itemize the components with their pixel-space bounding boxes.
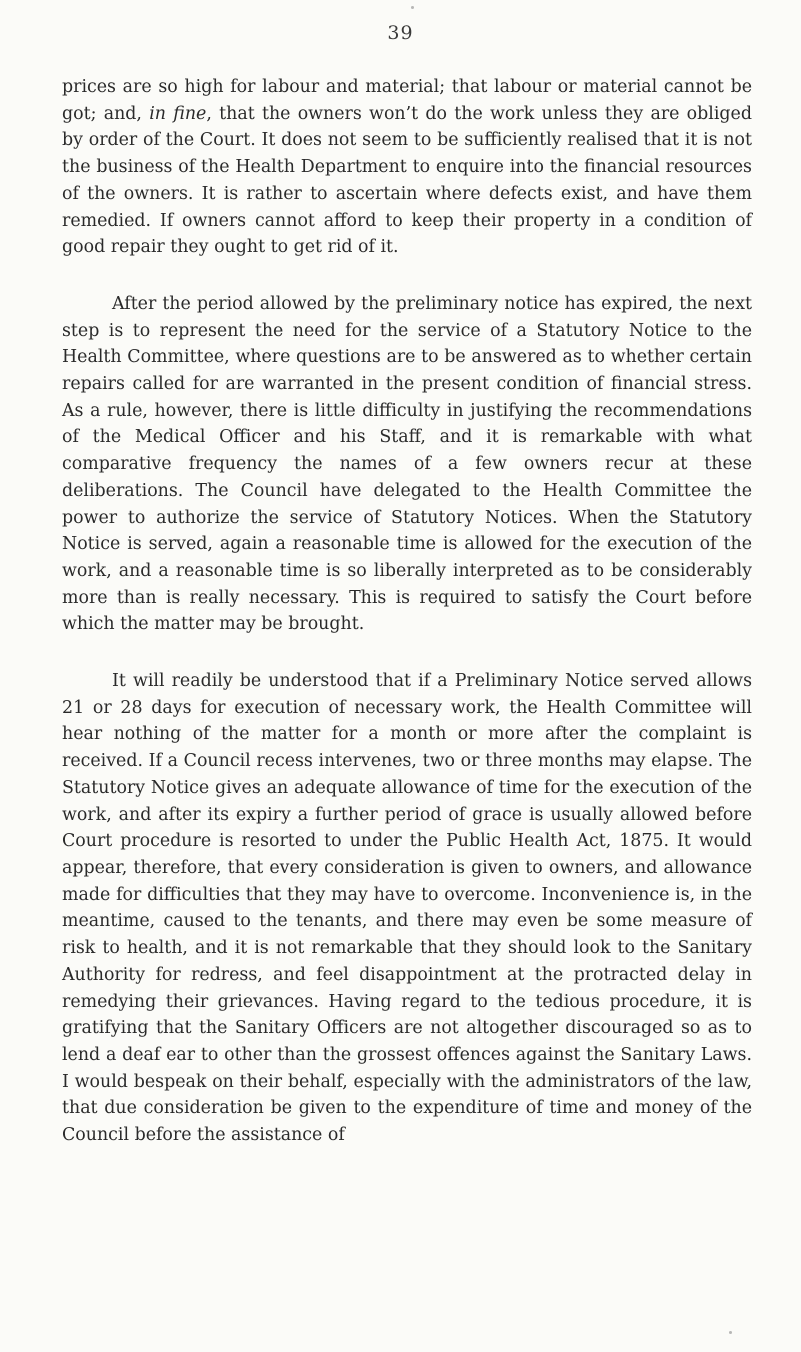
page-number: 39 (387, 22, 414, 44)
paragraph-1-text-end: , that the owners won’t do the work unless they are obliged by order of the Court. It does not seem to be sufficiently realised that it is not the business of the Health Department to enquire into the financial resources of the owners. It is rather to ascertain where defects exist, and have them remedied. If owners cannot afford to keep their property in a condition of good repair they ought to get rid of it. (62, 103, 752, 258)
body-text (62, 74, 752, 1179)
paragraph-1-emphasis: in fine (149, 103, 207, 124)
ink-speck (729, 1331, 732, 1334)
ink-speck (411, 6, 414, 9)
paragraph-1 (62, 74, 752, 261)
paragraph-2: After the period allowed by the preliminary notice has expired, the next step is to represent the need for the service of a Statutory Notice to the Health Committee, where questions are to be answered as to whether certain repairs called for are warranted in the present condition of financial stress. As a rule, however, there is little difficulty in justifying the recommendations of the Medical Officer and his Staff, and it is remarkable with what comparative frequency the names of a few owners recur at these deliberations. The Council have delegated to the Health Committee the power to authorize the service of Statutory Notices. When the Statutory Notice is served, again a reasonable time is allowed for the execution of the work, and a reasonable time is so liberally interpreted as to be considerably more than is really necessary. This is required to satisfy the Court before which the matter may be brought. (62, 293, 752, 635)
paragraph-1-text-start: prices are so high for labour and material; that labour or material cannot be got; and, (62, 77, 752, 124)
paragraph-3: It will readily be understood that if a Preliminary Notice served allows 21 or 28 days for execution of necessary work, the Health Committee will hear nothing of the matter for a month or more after the complaint is received. If a Council recess intervenes, two or three months may elapse. The Statutory Notice gives an adequate allowance of time for the execution of the work, and after its expiry a further period of grace is usually allowed before Court procedure is resorted to under the Public Health Act, 1875. It would appear, therefore, that every consideration is given to owners, and allowance made for difficulties that they may have to overcome. Inconvenience is, in the meantime, caused to the tenants, and there may even be some measure of risk to health, and it is not remarkable that they should look to the Sanitary Authority for redress, and feel disappointment at the protracted delay in remedying their grievances. Having regard to the tedious procedure, it is gratifying that the Sanitary Officers are not altogether discouraged so as to lend a deaf ear to other than the grossest offences against the Sanitary Laws. I would bespeak on their behalf, especially with the administrators of the law, that due consideration be given to the expenditure of time and money of the Council before the assistance of (62, 671, 752, 1146)
